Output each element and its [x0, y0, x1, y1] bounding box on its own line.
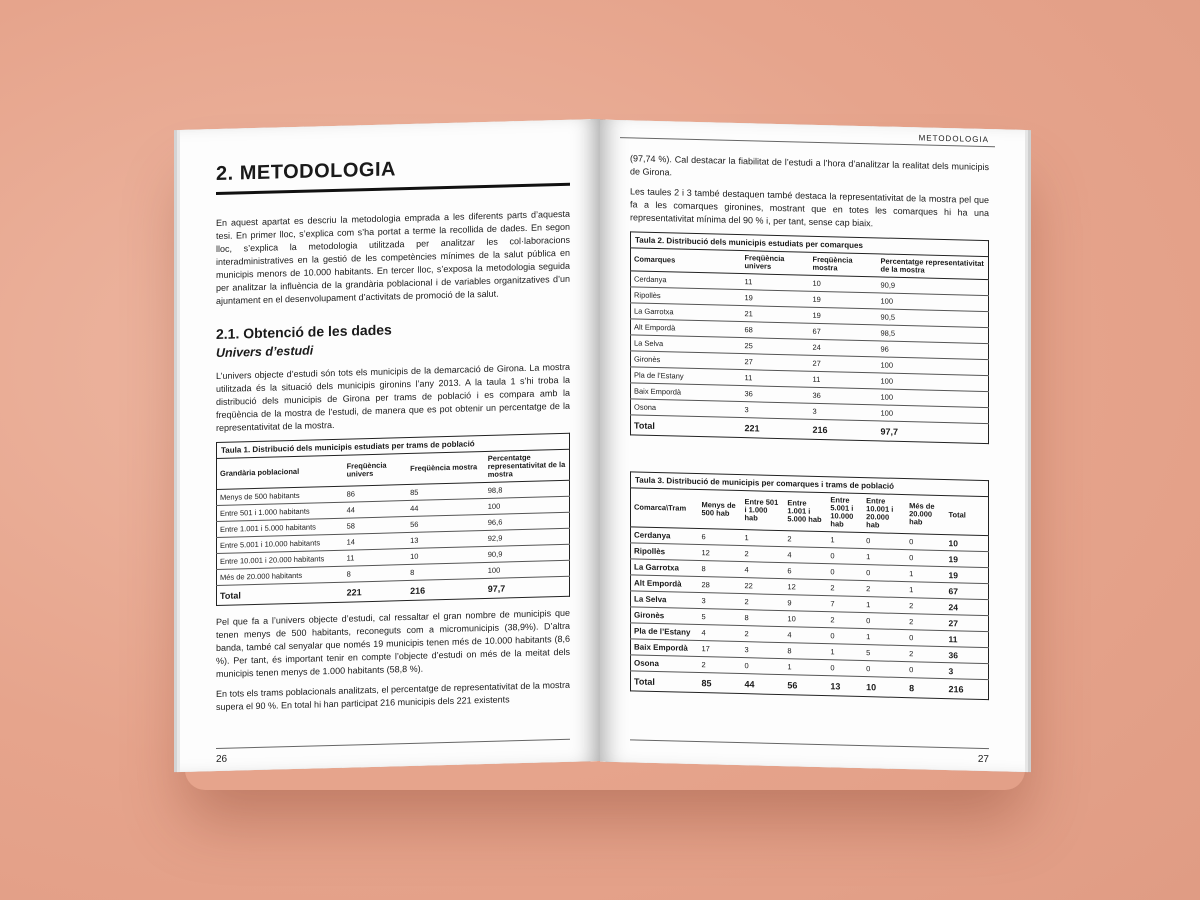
table-cell: 36	[809, 387, 877, 405]
table-row-label: Entre 5.001 i 10.000 habitants	[217, 534, 344, 553]
page-number: 27	[977, 753, 989, 766]
table-cell: 85	[699, 673, 742, 694]
continued-paragraph: (97,74 %). Cal destacar la fiabilitat de l’estudi a l’hora d’analitzar la realitat dels municipis de Girona.	[630, 153, 989, 178]
table-cell: 1	[863, 597, 906, 614]
table-row-label: Entre 501 i 1.000 habitants	[217, 502, 344, 521]
table-cell: 11	[741, 370, 809, 388]
table-cell: 13	[407, 531, 485, 549]
table-cell: 2	[827, 612, 863, 629]
table-row-label: Total	[631, 415, 742, 438]
table-cell: 11	[344, 549, 408, 567]
table-cell: 19	[946, 567, 989, 584]
table-cell: 1	[827, 644, 863, 661]
table-cell: 3	[741, 402, 809, 420]
table-row-label: Ripollès	[631, 543, 699, 561]
table-cell: 17	[699, 641, 742, 658]
table-cell: 3	[741, 642, 784, 659]
table-cell: 0	[827, 660, 863, 677]
table-cell: 221	[344, 581, 408, 603]
table-2-body	[631, 271, 989, 444]
right-page-content	[630, 152, 989, 710]
page-number: 26	[216, 753, 228, 766]
table-1-header: Percentatge representativitat de la mostra	[485, 449, 570, 482]
table-cell: 96	[878, 341, 989, 360]
table-cell: 216	[407, 579, 485, 601]
table-cell: 96,6	[485, 512, 570, 530]
table-cell: 100	[878, 405, 989, 424]
table-cell: 0	[827, 548, 863, 565]
table-cell: 27	[741, 354, 809, 372]
chapter-title: 2. METODOLOGIA	[216, 154, 570, 195]
running-head: METODOLOGIA	[918, 133, 989, 145]
table-cell: 97,7	[878, 421, 989, 444]
table-row-label: Alt Empordà	[631, 319, 742, 338]
table-cell: 56	[407, 515, 485, 533]
table-cell: 1	[906, 582, 945, 599]
table-cell: 19	[809, 307, 877, 325]
table-cell: 100	[878, 293, 989, 312]
table-row-label: Gironès	[631, 351, 742, 370]
table-cell: 0	[906, 534, 945, 551]
table-cell: 0	[863, 533, 906, 550]
table-cell: 4	[784, 547, 827, 564]
table-cell: 8	[741, 610, 784, 627]
table-row-label: Total	[217, 582, 344, 605]
table-cell: 85	[407, 483, 485, 501]
table-cell: 0	[906, 662, 945, 679]
table-row-label: Baix Empordà	[631, 639, 699, 657]
table-row-label: Total	[631, 671, 699, 693]
table-3-body	[631, 527, 989, 700]
table-cell: 98,8	[485, 480, 570, 498]
table-cell: 0	[863, 613, 906, 630]
table-row-label: Entre 10.001 i 20.000 habitants	[217, 550, 344, 569]
table-2-header: Freqüència univers	[741, 251, 809, 276]
table-2-caption: Taula 2. Distribució dels municipis estudiats per comarques	[630, 231, 989, 256]
left-page-content	[216, 150, 570, 721]
section-heading: 2.1. Obtenció de les dades	[216, 321, 392, 343]
table-cell: 67	[809, 323, 877, 341]
table-cell: 0	[827, 628, 863, 645]
table-1	[216, 433, 570, 606]
table-cell: 2	[741, 626, 784, 643]
table-cell: 12	[784, 579, 827, 596]
table-cell: 221	[741, 418, 809, 440]
table-1-caption: Taula 1. Distribució dels municipis estudiats per trams de població	[216, 433, 570, 458]
table-cell: 92,9	[485, 528, 570, 546]
table-1-header: Grandària poblacional	[217, 455, 344, 489]
table-cell: 1	[827, 532, 863, 549]
table-cell: 1	[863, 549, 906, 566]
table-1-header: Freqüència univers	[344, 454, 408, 487]
table-cell: 86	[344, 485, 408, 503]
table-cell: 13	[827, 676, 863, 697]
table-row-label: La Garrotxa	[631, 559, 699, 577]
table-row-label: Entre 1.001 i 5.000 habitants	[217, 518, 344, 537]
table-3-caption: Taula 3. Distribució de municipis per comarques i trams de població	[630, 471, 989, 496]
table-cell: 24	[809, 339, 877, 357]
table-cell: 1	[741, 530, 784, 547]
table-cell: 11	[741, 274, 809, 292]
table-cell: 8	[784, 643, 827, 660]
table-cell: 24	[946, 599, 989, 616]
table-cell: 3	[809, 403, 877, 421]
table-cell: 216	[809, 419, 877, 441]
table-cell: 100	[485, 560, 570, 578]
table-cell: 1	[863, 629, 906, 646]
table-cell: 2	[906, 646, 945, 663]
table-3-header: Menys de 500 hab	[699, 490, 742, 530]
table-cell: 90,9	[485, 544, 570, 562]
table-cell: 2	[741, 546, 784, 563]
table-2-header: Percentatge representativitat de la mostra	[878, 254, 989, 280]
table-cell: 2	[784, 531, 827, 548]
table-row-label: Menys de 500 habitants	[217, 486, 344, 505]
table-row-label: La Selva	[631, 335, 742, 354]
table-cell: 27	[946, 615, 989, 632]
table-row-label: La Garrotxa	[631, 303, 742, 322]
table-cell: 2	[741, 594, 784, 611]
table-3-header: Entre 5.001 i 10.000 hab	[827, 493, 863, 533]
table-row-label: Més de 20.000 habitants	[217, 566, 344, 585]
table-3-header: Total	[946, 496, 989, 536]
univers-analysis-paragraph: Pel que fa a l’univers objecte d’estudi, cal ressaltar el gran nombre de municipis que tenen menys de 500 habitants, reconeguts com a micromunicipis (38,9%). D’altra banda, també cal senyalar que només 19 municipis tenen més de 10.000 habitants (8,6 %). Per tant, és important tenir en compte l’objecte d’estudi on més de la meitat dels municipis tenen menys de 1.000 habitants (58,8 %).	[216, 607, 570, 680]
table-cell: 3	[946, 663, 989, 680]
table-row-label: Osona	[631, 399, 742, 418]
table-cell: 67	[946, 583, 989, 600]
table-cell: 100	[878, 373, 989, 392]
left-page	[180, 119, 600, 772]
table-cell: 100	[485, 496, 570, 514]
table-cell: 5	[699, 609, 742, 626]
table-1-body	[217, 480, 570, 605]
table-cell: 1	[906, 566, 945, 583]
folio-rule	[216, 739, 570, 749]
table-cell: 28	[699, 577, 742, 594]
table-cell: 0	[906, 630, 945, 647]
table-cell: 10	[407, 547, 485, 565]
table-cell: 90,5	[878, 309, 989, 328]
table-cell: 19	[946, 551, 989, 568]
table-row-label: Cerdanya	[631, 271, 742, 290]
table-cell: 0	[741, 658, 784, 675]
table-cell: 25	[741, 338, 809, 356]
table-cell: 1	[784, 659, 827, 676]
table-cell: 100	[878, 357, 989, 376]
table-cell: 2	[906, 598, 945, 615]
table-cell: 6	[784, 563, 827, 580]
table-row-label: Alt Empordà	[631, 575, 699, 593]
table-cell: 2	[827, 580, 863, 597]
table-cell: 68	[741, 322, 809, 340]
table-row-label: Cerdanya	[631, 527, 699, 545]
table-cell: 2	[906, 614, 945, 631]
table-cell: 0	[906, 550, 945, 567]
folio-rule	[630, 739, 989, 749]
table-row-label: Gironès	[631, 607, 699, 625]
table-cell: 98,5	[878, 325, 989, 344]
table-cell: 9	[784, 595, 827, 612]
table-cell: 216	[946, 679, 989, 700]
table-cell: 4	[741, 562, 784, 579]
table-cell: 5	[863, 645, 906, 662]
table-2-header: Comarques	[631, 248, 742, 274]
table-cell: 2	[699, 657, 742, 674]
table-cell: 44	[741, 674, 784, 695]
table-3	[630, 471, 989, 700]
table-row-label: Baix Empordà	[631, 383, 742, 402]
table-cell: 12	[699, 545, 742, 562]
table-cell: 4	[784, 627, 827, 644]
table-3-header: Més de 20.000 hab	[906, 495, 945, 535]
table-cell: 10	[809, 275, 877, 293]
table-cell: 21	[741, 306, 809, 324]
table-cell: 19	[809, 291, 877, 309]
table-row-label: La Selva	[631, 591, 699, 609]
table-cell: 44	[407, 499, 485, 517]
table-cell: 14	[344, 533, 408, 551]
table-cell: 10	[863, 677, 906, 698]
table-cell: 36	[741, 386, 809, 404]
table-cell: 8	[407, 563, 485, 581]
table-cell: 90,9	[878, 277, 989, 296]
table-cell: 3	[699, 593, 742, 610]
table-cell: 27	[809, 355, 877, 373]
table-row-label: Ripollès	[631, 287, 742, 306]
subsection-heading: Univers d’estudi	[216, 343, 314, 361]
table-cell: 8	[344, 565, 408, 583]
table-cell: 10	[946, 535, 989, 552]
table-cell: 56	[784, 675, 827, 696]
table-cell: 8	[906, 678, 945, 699]
table-cell: 8	[699, 561, 742, 578]
table-cell: 97,7	[485, 576, 570, 598]
table-cell: 44	[344, 501, 408, 519]
table-3-header: Entre 1.001 i 5.000 hab	[784, 492, 827, 532]
table-3-header: Entre 501 i 1.000 hab	[741, 491, 784, 531]
table-cell: 19	[741, 290, 809, 308]
table-row-label: Osona	[631, 655, 699, 673]
table-cell: 10	[784, 611, 827, 628]
comarques-paragraph: Les taules 2 i 3 també destaquen també destaca la representativitat de la mostra pel que fa a les comarques gironines, mostrant que en totes les comarques hi ha una representativitat mínima del 90 % i, per tant, sense cap biaix.	[630, 186, 989, 229]
right-page	[600, 120, 1025, 772]
table-cell: 6	[699, 529, 742, 546]
table-cell: 58	[344, 517, 408, 535]
table-cell: 7	[827, 596, 863, 613]
table-1-header: Freqüència mostra	[407, 452, 485, 485]
table-2-header: Freqüència mostra	[809, 252, 877, 277]
table-cell: 11	[809, 371, 877, 389]
table-3-header: Entre 10.001 i 20.000 hab	[863, 494, 906, 534]
table-cell: 11	[946, 631, 989, 648]
table-cell: 2	[863, 581, 906, 598]
table-cell: 0	[827, 564, 863, 581]
table-cell: 36	[946, 647, 989, 664]
representativitat-paragraph: En tots els trams poblacionals analitzats, el percentatge de representativitat de la mostra supera el 90 %. En total hi han participat 216 municipis dels 221 existents	[216, 679, 570, 713]
table-cell: 0	[863, 565, 906, 582]
table-cell: 22	[741, 578, 784, 595]
table-cell: 0	[863, 661, 906, 678]
table-3-header: Comarca\Tram	[631, 488, 699, 529]
table-2	[630, 231, 989, 444]
table-row-label: Pla de l’Estany	[631, 623, 699, 641]
table-row-label: Pla de l’Estany	[631, 367, 742, 386]
table-cell: 100	[878, 389, 989, 408]
intro-paragraph: En aquest apartat es descriu la metodologia emprada a les diferents parts d’aquesta tesi. En primer lloc, s’explica com s’ha portat a terme la recollida de dades. En segon lloc, s’explica la metodologia utilitzada per analitzar les col·laboracions interadministratives en la gestió de les competències mínimes de la salut pública en municipis menors de 10.000 habitants. En tercer lloc, s’exposa la metodologia seguida per analitzar la influència de la grandària poblacional i de variables organitzatives d’un ajuntament en el desenvolupament d’activitats de promoció de la salut.	[216, 208, 570, 307]
univers-paragraph: L’univers objecte d’estudi són tots els municipis de la demarcació de Girona. La mostra utilitzada és la situació dels municipis gironins l’any 2013. A la taula 1 s’hi troba la distribució dels municipis de Girona per trams de població i es compara amb la freqüència de la mostra de l’estudi, de manera que es pot obtenir un percentatge de la representativitat de la mostra.	[216, 361, 570, 434]
table-cell: 4	[699, 625, 742, 642]
